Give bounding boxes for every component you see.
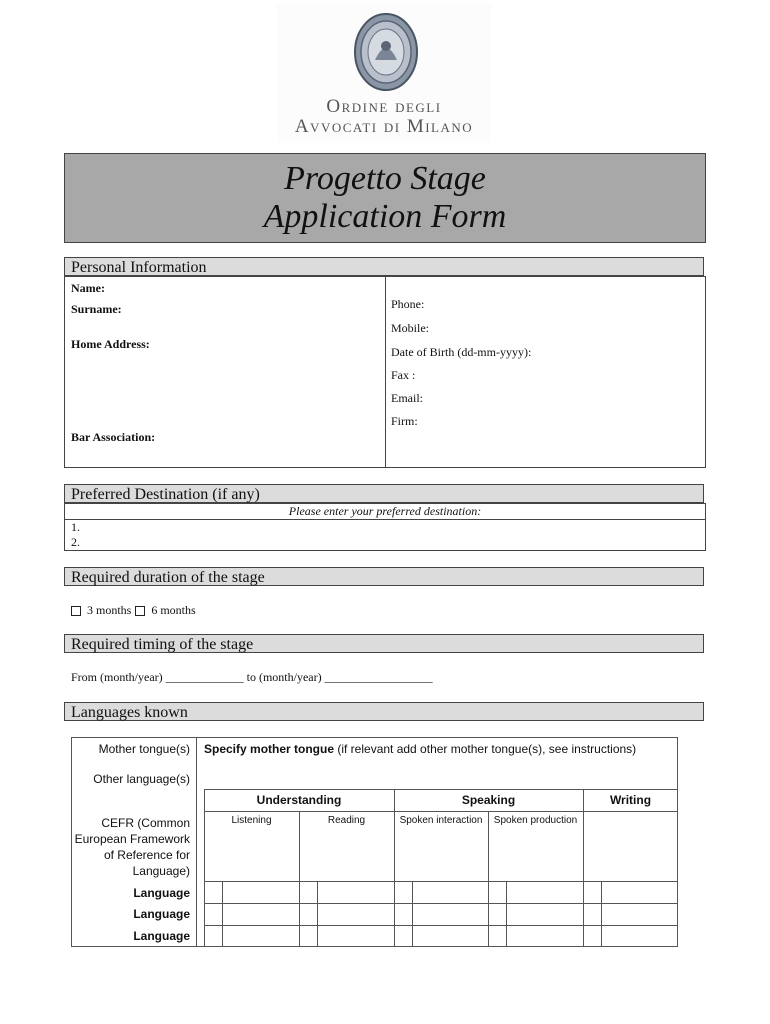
- surname-label: Surname:: [71, 302, 122, 316]
- checkbox-3-months[interactable]: [71, 606, 81, 616]
- languages-header: Languages known: [64, 702, 704, 721]
- level-cell-line: [222, 881, 223, 947]
- cefr-label: CEFR (Common European Framework of Reference for Language): [74, 816, 190, 878]
- row-line-2: [204, 903, 678, 904]
- personal-divider: [385, 276, 386, 468]
- option-3-months-label: 3 months: [87, 603, 132, 617]
- row-line-3: [204, 925, 678, 926]
- subcol-reading: Reading: [327, 815, 366, 826]
- option-6-months-label: 6 months: [151, 603, 196, 617]
- mother-tongue-specify-rest: (if relevant add other mother tongue(s), see instructions): [334, 742, 637, 756]
- language-row-1[interactable]: Language: [133, 886, 190, 900]
- timing-text[interactable]: From (month/year) _____________ to (month/year) __________________: [71, 670, 433, 684]
- duration-header: Required duration of the stage: [64, 567, 704, 586]
- bar-association-label: Bar Association:: [71, 430, 156, 444]
- destination-prompt: Please enter your preferred destination:: [288, 504, 482, 518]
- level-cell-line: [506, 881, 507, 947]
- personal-info-header: Personal Information: [64, 257, 704, 276]
- logo-text-line1: Ordine degli: [326, 96, 442, 117]
- mother-tongue-specify: Specify mother tongue: [204, 742, 335, 756]
- subcol-listening: Listening: [231, 815, 272, 826]
- mother-tongue-instruction: [204, 742, 636, 756]
- row-line-1: [204, 881, 678, 882]
- group-understanding: Understanding: [256, 793, 342, 807]
- destination-item-2[interactable]: 2.: [71, 535, 80, 549]
- mother-tongue-label: Mother tongue(s): [98, 742, 190, 756]
- subcol-spoken-production: Spoken production: [493, 815, 578, 826]
- mobile-label: Mobile:: [391, 321, 429, 335]
- level-cell-line: [412, 881, 413, 947]
- form-title-line1: Progetto Stage: [284, 160, 486, 197]
- level-cell-line: [601, 881, 602, 947]
- group-left-line: [204, 789, 205, 947]
- interaction-right-line: [488, 811, 489, 947]
- listening-right-line: [299, 811, 300, 947]
- speaking-right-line: [583, 789, 584, 947]
- email-label: Email:: [391, 391, 423, 405]
- name-label: Name:: [71, 281, 105, 295]
- timing-header: Required timing of the stage: [64, 634, 704, 653]
- group-bottom-line: [204, 811, 678, 812]
- duration-options: [71, 603, 196, 618]
- level-cell-line: [317, 881, 318, 947]
- language-row-3[interactable]: Language: [133, 929, 190, 943]
- destination-header: Preferred Destination (if any): [64, 484, 704, 503]
- dob-label: Date of Birth (dd-mm-yyyy):: [391, 345, 532, 359]
- subcol-spoken-interaction: Spoken interaction: [399, 815, 483, 826]
- other-languages-label: Other language(s): [93, 772, 190, 786]
- language-row-2[interactable]: Language: [133, 907, 190, 921]
- title-box: [64, 153, 706, 243]
- home-address-label: Home Address:: [71, 337, 150, 351]
- destination-divider: [64, 519, 706, 520]
- group-speaking: Speaking: [461, 793, 516, 807]
- seal-emblem-icon: [353, 12, 419, 92]
- form-title-line2: Application Form: [263, 198, 507, 235]
- phone-label: Phone:: [391, 297, 425, 311]
- group-writing: Writing: [609, 793, 652, 807]
- fax-label: Fax :: [391, 368, 416, 382]
- logo-text-line2: Avvocati di Milano: [294, 116, 474, 137]
- checkbox-6-months[interactable]: [135, 606, 145, 616]
- understanding-right-line: [394, 789, 395, 947]
- destination-item-1[interactable]: 1.: [71, 520, 80, 534]
- group-top-line: [204, 789, 678, 790]
- firm-label: Firm:: [391, 414, 418, 428]
- lang-col-divider: [196, 737, 197, 947]
